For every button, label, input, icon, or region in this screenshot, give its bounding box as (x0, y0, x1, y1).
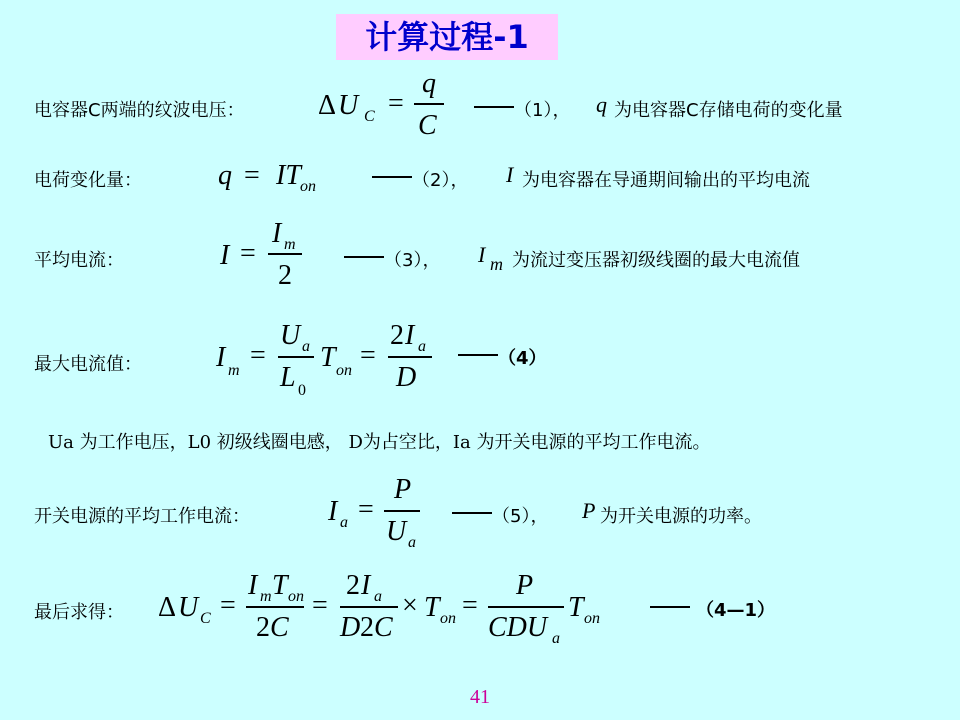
math-U: U (280, 320, 301, 351)
equation-3-label: 平均电流： (34, 250, 124, 271)
equation-2-tag: （2）， (412, 170, 469, 191)
equation-5-desc: 为开关电源的功率。 (600, 506, 762, 527)
math-2: 2 (360, 612, 374, 643)
equation-1-var: q (596, 92, 607, 117)
equation-3-desc: 为流过变压器初级线圈的最大电流值 (512, 250, 800, 271)
math-I: I (272, 218, 282, 249)
dash-line (650, 606, 690, 608)
math-sub-a: a (408, 534, 416, 551)
math-sub-a: a (552, 630, 560, 647)
math-sub-m: m (260, 588, 272, 605)
math-T: T (424, 592, 440, 623)
equation-3-tag: （3）， (384, 250, 441, 271)
math-2: 2 (346, 570, 360, 601)
math-sub-a: a (340, 514, 348, 531)
dash-line (372, 176, 412, 178)
math-q: q (218, 160, 232, 191)
math-sub-on: on (584, 610, 600, 627)
dash-line (474, 106, 514, 108)
fraction-bar (384, 510, 420, 512)
math-sub-on: on (300, 178, 316, 195)
math-C: C (270, 612, 289, 643)
equation-5-tag: （5）， (492, 506, 549, 527)
math-L: L (280, 362, 296, 393)
math-I: I (361, 570, 371, 601)
equation-final-label: 最后求得： (34, 602, 124, 623)
equation-3-var: I (478, 242, 486, 267)
math-equals: = (220, 590, 236, 621)
math-sub-a: a (418, 338, 426, 355)
math-D: D (340, 612, 361, 643)
math-D: D (396, 362, 417, 393)
math-I: I (216, 342, 226, 373)
equation-5-var: P (582, 498, 596, 523)
math-2: 2 (256, 612, 270, 643)
dash-line (452, 512, 492, 514)
math-equals: = (388, 88, 404, 119)
math-sub-C: C (200, 610, 211, 627)
math-equals: = (250, 340, 266, 371)
fraction-bar (340, 606, 398, 608)
math-equals: = (360, 340, 376, 371)
equation-4-label: 最大电流值： (34, 354, 142, 375)
fraction-bar (278, 356, 314, 358)
math-I: I (248, 570, 258, 601)
slide-title: 计算过程-1 (336, 14, 558, 60)
math-sub-m: m (228, 362, 240, 379)
page-number: 41 (470, 686, 490, 708)
math-equals: = (462, 590, 478, 621)
fraction-bar (246, 606, 304, 608)
delta-symbol: Δ (318, 90, 337, 121)
math-equals: = (244, 160, 260, 191)
math-I: I (328, 496, 338, 527)
math-CDU: CDU (488, 612, 548, 643)
math-P: P (394, 474, 412, 505)
math-P: P (516, 570, 534, 601)
equation-2-var: I (506, 162, 514, 187)
math-T: T (272, 570, 288, 601)
equation-2-desc: 为电容器在导通期间输出的平均电流 (522, 170, 810, 191)
fraction-bar (388, 356, 432, 358)
math-U: U (178, 592, 199, 623)
math-times: × (402, 590, 418, 621)
math-2: 2 (278, 260, 292, 291)
math-I: I (220, 240, 230, 271)
delta-symbol: Δ (158, 592, 177, 623)
math-sub-a: a (302, 338, 310, 355)
fraction-bar (268, 253, 302, 255)
equation-3-var-sub: m (490, 254, 503, 274)
dash-line (458, 354, 498, 356)
math-sub-C: C (364, 108, 375, 125)
equation-1-tag: （1）， (514, 100, 571, 121)
math-C: C (418, 110, 437, 141)
math-2: 2 (390, 320, 404, 351)
fraction-bar (488, 606, 564, 608)
equation-5-label: 开关电源的平均工作电流： (34, 506, 250, 527)
fraction-bar (414, 103, 444, 105)
math-C: C (374, 612, 393, 643)
math-sub-a: a (374, 588, 382, 605)
dash-line (344, 256, 384, 258)
math-U: U (338, 90, 359, 121)
math-IT: IT (276, 160, 301, 191)
math-U: U (386, 516, 407, 547)
math-T: T (320, 342, 336, 373)
math-sub-on: on (336, 362, 352, 379)
math-equals: = (358, 494, 374, 525)
math-equals: = (240, 238, 256, 269)
math-sub-on: on (288, 588, 304, 605)
variable-note: Ua 为工作电压，L0 初级线圈电感， D为占空比，Ia 为开关电源的平均工作电流。 (48, 432, 711, 453)
equation-1-desc: 为电容器C存储电荷的变化量 (614, 100, 843, 121)
math-sub-m: m (284, 236, 296, 253)
math-sub-0: 0 (298, 382, 306, 399)
math-T: T (568, 592, 584, 623)
math-equals: = (312, 590, 328, 621)
equation-2-label: 电荷变化量： (34, 170, 142, 191)
equation-final-tag: （4—1） (696, 600, 776, 621)
math-q: q (422, 68, 436, 99)
math-sub-on: on (440, 610, 456, 627)
math-I: I (405, 320, 415, 351)
equation-4-tag: （4） (498, 348, 547, 369)
equation-1-label: 电容器C两端的纹波电压： (34, 100, 245, 121)
